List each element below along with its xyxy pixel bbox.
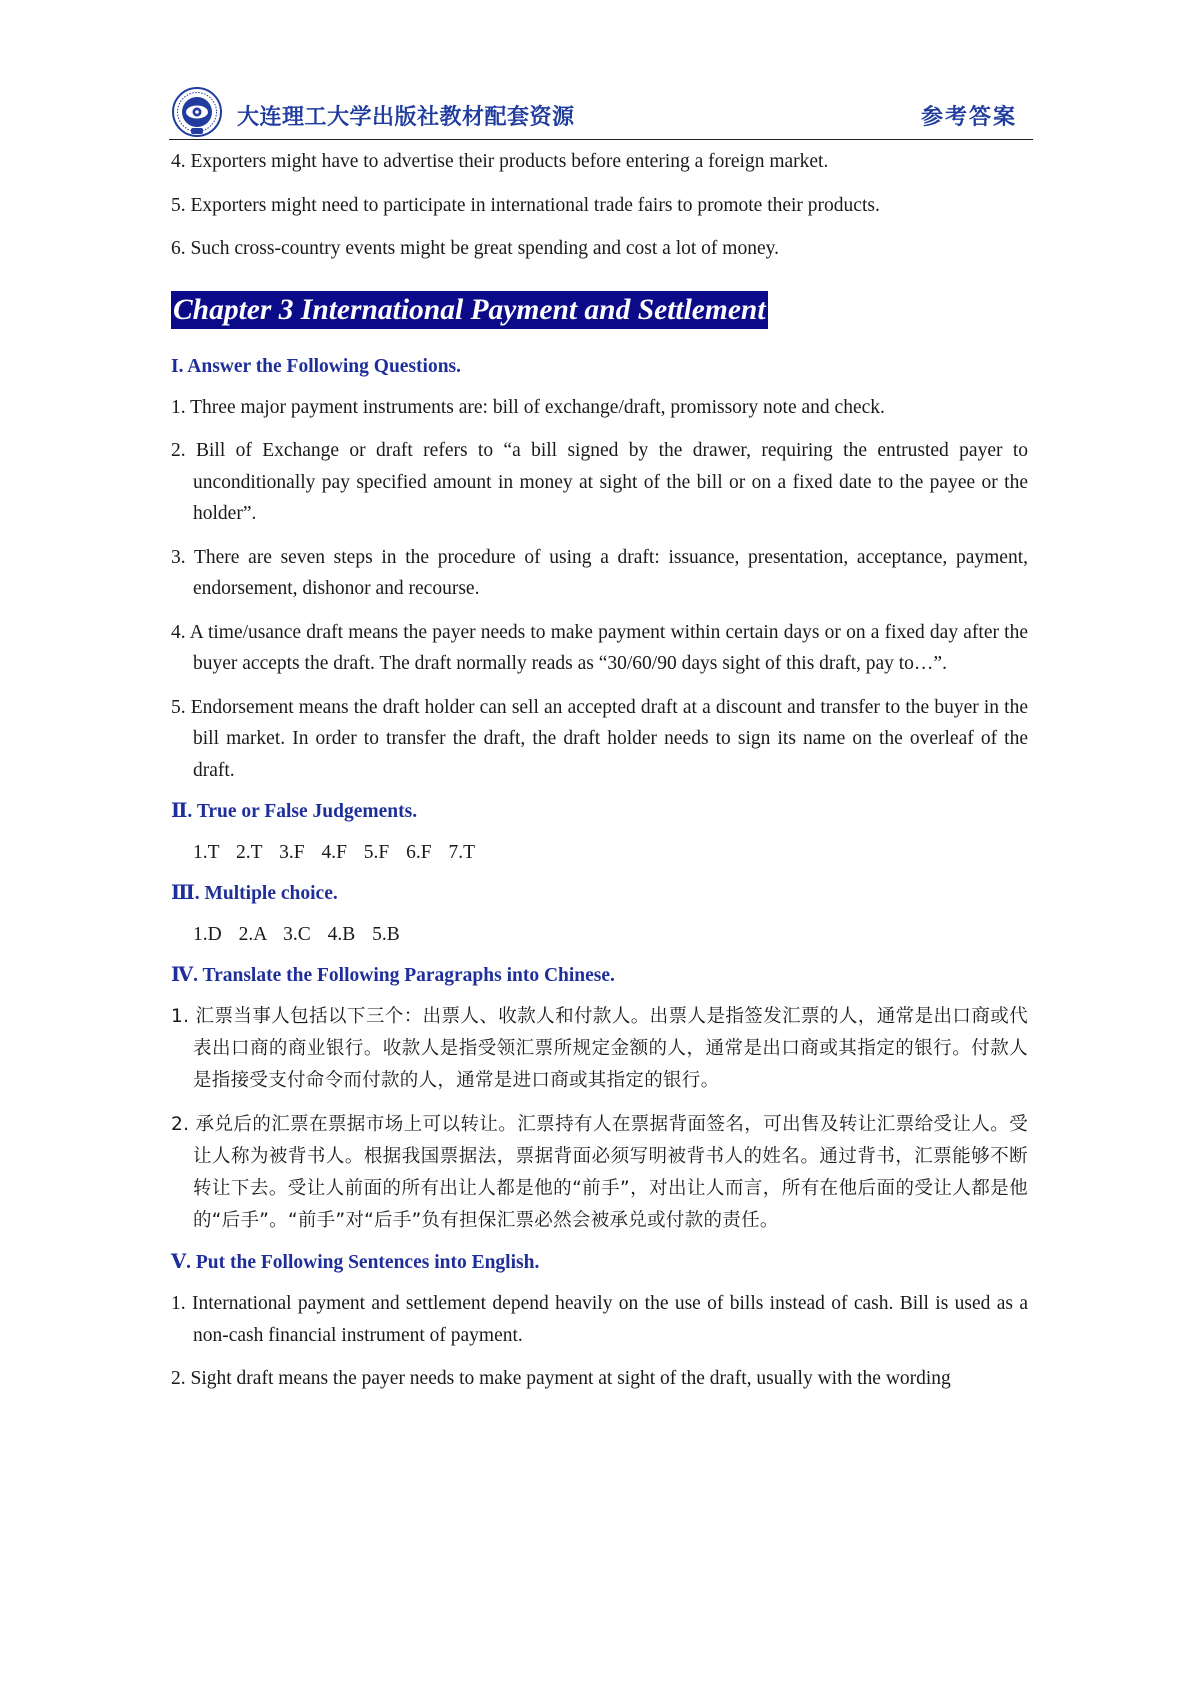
list-item: 5. Exporters might need to participate in international trade fairs to promote their products. [171,194,880,216]
university-logo-icon [171,86,223,138]
list-item: 1. Three major payment instruments are: bill of exchange/draft, promissory note and check. [171,396,885,418]
document-body [171,146,1028,1395]
answer-key: 1.D 2.A 3.C 4.B 5.B [193,924,400,945]
list-item: 4. Exporters might have to advertise their products before entering a foreign market. [171,151,829,172]
list-item: 1. International payment and settlement depend heavily on the use of bills instead of cash. Bill is used as a non-cash financial instrument of payment. [171,1293,1028,1346]
header-title: 大连理工大学出版社教材配套资源 [237,105,575,130]
section-heading: Ⅲ. Multiple choice. [171,883,338,904]
page-header [171,84,1031,140]
list-item: 1. 汇票当事人包括以下三个：出票人、收款人和付款人。出票人是指签发汇票的人，通常是出口商或代表出口商的商业银行。收款人是指受领汇票所规定金额的人，通常是出口商或其指定的银行。付款人是指接受支付命令而付款的人，通常是进口商或其指定的银行。 [171,1006,1028,1091]
list-item: 4. A time/usance draft means the payer needs to make payment within certain days or on a fixed day after the buyer accepts the draft. The draft normally reads as “30/60/90 days sight of this draft, pay to…”. [171,621,1028,674]
section-heading: Ⅱ. True or False Judgements. [171,801,418,822]
list-item: 2. Bill of Exchange or draft refers to “a bill signed by the drawer, requiring the entrusted payer to unconditionally pay specified amount in money at sight of the bill or on a fixed date to the payee or the holder”. [171,440,1028,524]
answer-key: 1.T 2.T 3.F 4.F 5.F 6.F 7.T [193,842,476,863]
header-divider [169,139,1033,140]
section-heading: Ⅳ. Translate the Following Paragraphs into Chinese. [171,965,615,986]
list-item: 5. Endorsement means the draft holder can sell an accepted draft at a discount and transfer to the buyer in the bill market. In order to transfer the draft, the draft holder needs to sign its name on the overleaf of the draft. [171,696,1028,781]
header-answer-label: 参考答案 [920,105,1017,130]
list-item: 6. Such cross-country events might be great spending and cost a lot of money. [171,238,779,259]
list-item: 3. There are seven steps in the procedure of using a draft: issuance, presentation, acceptance, payment, endorsement, dishonor and recourse. [171,546,1028,599]
section-heading: Ⅴ. Put the Following Sentences into English. [171,1252,540,1273]
chapter-title: Chapter 3 International Payment and Settlement [171,291,768,329]
section-heading: I. Answer the Following Questions. [171,355,462,377]
chapter-heading [171,291,1028,331]
list-item: 2. Sight draft means the payer needs to make payment at sight of the draft, usually with the wording [171,1368,951,1389]
list-item: 2. 承兑后的汇票在票据市场上可以转让。汇票持有人在票据背面签名，可出售及转让汇票给受让人。受让人称为被背书人。根据我国票据法，票据背面必须写明被背书人的姓名。通过背书，汇票能够不断转让下去。受让人前面的所有出让人都是他的“前手”，对出让人而言，所有在他后面的受让人都是他的“后手”。“前手”对“后手”负有担保汇票必然会被承兑或付款的责任。 [171,1114,1028,1231]
